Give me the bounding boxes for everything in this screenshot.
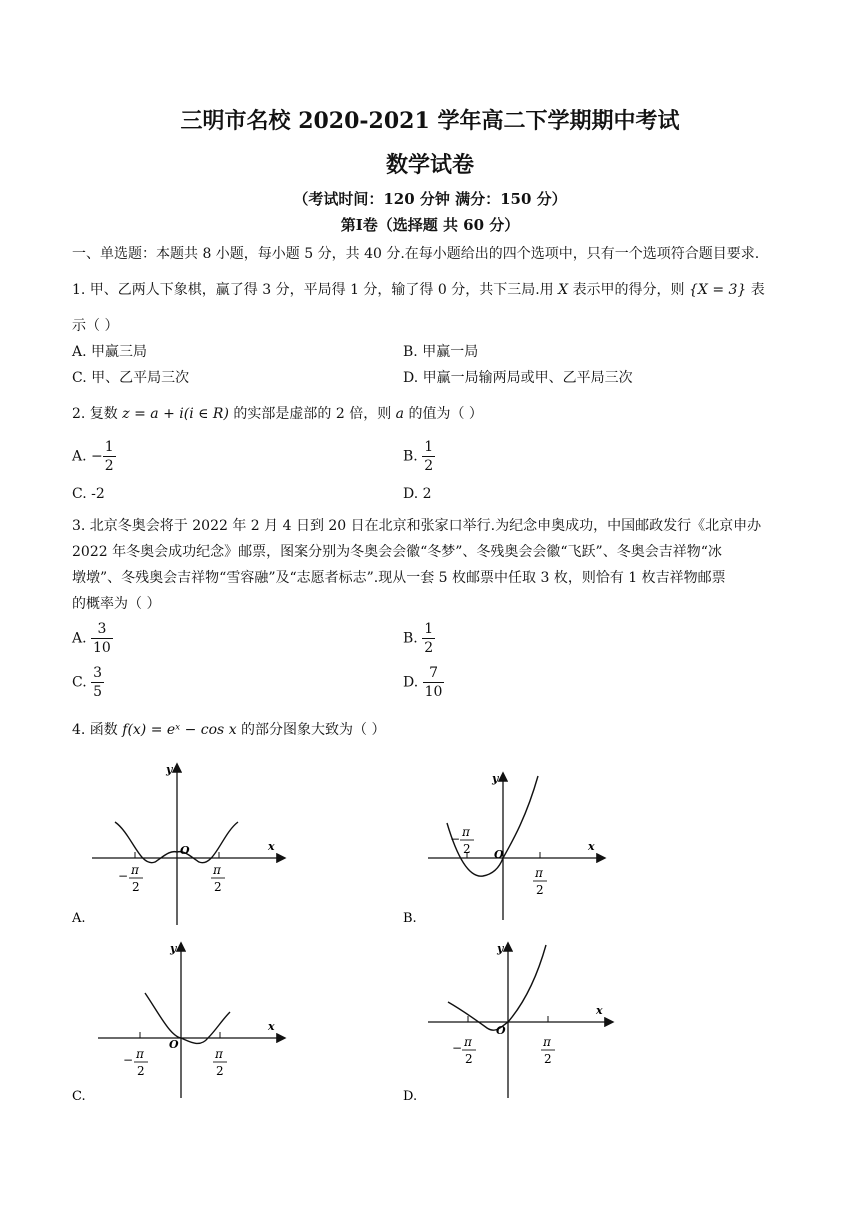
q2-option-d: D. 2 <box>403 486 432 502</box>
y-label: y <box>492 772 499 785</box>
denominator: 2 <box>424 640 434 656</box>
curve <box>448 945 546 1030</box>
denominator: 2 <box>104 458 114 474</box>
q1-text-pre: 1. 甲、乙两人下象棋，赢了得 3 分，平局得 1 分，输了得 0 分，共下三局.用 <box>72 282 554 298</box>
q1-option-c: C. 甲、乙平局三次 <box>72 370 190 386</box>
neg-sign: − <box>452 1041 463 1055</box>
q3-line-1: 3. 北京冬奥会将于 2022 年 2 月 4 日到 20 日在北京和张家口举行.为纪念申奥成功，中国邮政发行《北京申办 <box>72 518 762 534</box>
curve <box>145 993 230 1043</box>
exam-title: 三明市名校 2020-2021 学年高二下学期期中考试 <box>180 108 680 134</box>
pi-label: π <box>464 1035 472 1049</box>
q2-expression: z = a + i(i ∈ R) <box>122 406 229 422</box>
option-label: C. <box>72 674 87 691</box>
two-label: 2 <box>536 883 544 897</box>
denominator: 10 <box>424 684 443 700</box>
minus-sign: − <box>91 448 103 465</box>
x-label: x <box>268 1020 275 1033</box>
graph-d <box>403 942 612 1104</box>
graph-b <box>403 772 604 926</box>
q1-text-mid: 表示甲的得分，则 <box>572 282 685 298</box>
pi-label: π <box>131 863 139 877</box>
graph-c <box>72 942 284 1104</box>
two-label: 2 <box>137 1064 145 1078</box>
q1-variable: X <box>558 282 569 298</box>
origin-label: O <box>496 1024 506 1037</box>
q1-option-b: B. 甲赢一局 <box>403 344 479 360</box>
numerator: 1 <box>424 439 434 455</box>
q1-event: {X = 3} <box>689 282 747 298</box>
neg-sign: − <box>450 832 461 846</box>
q4-text-post: 的部分图象大致为（ ） <box>241 722 386 738</box>
q4-text-pre: 4. 函数 <box>72 722 118 738</box>
curve <box>447 776 538 876</box>
y-label: y <box>166 763 173 776</box>
numerator: 7 <box>423 664 445 683</box>
q3-line-2: 2022 年冬奥会成功纪念》邮票，图案分别为冬奥会会徽“冬梦”、冬残奥会会徽“飞跃”、冬奥会吉祥物“冰 <box>72 544 722 560</box>
q2-variable: a <box>395 406 405 422</box>
pi-label: π <box>535 866 543 880</box>
x-label: x <box>588 840 595 853</box>
q1-option-d: D. 甲赢一局输两局或甲、乙平局三次 <box>403 370 633 386</box>
exam-subtitle: 数学试卷 <box>385 152 474 178</box>
option-label: B. <box>403 448 418 465</box>
y-label: y <box>497 942 504 955</box>
numerator: 1 <box>104 439 114 455</box>
two-label: 2 <box>216 1064 224 1078</box>
question-1-line-2: 示（ ） <box>72 318 119 334</box>
graph-label: A. <box>72 911 86 926</box>
numerator: 3 <box>93 665 103 681</box>
two-label: 2 <box>463 842 471 856</box>
x-label: x <box>268 840 275 853</box>
x-label: x <box>596 1004 603 1017</box>
origin-label: O <box>494 848 504 861</box>
two-label: 2 <box>214 880 222 894</box>
denominator: 2 <box>424 458 434 474</box>
q2-text-post: 的值为（ ） <box>408 406 483 422</box>
q1-text-post: 表 <box>750 282 765 298</box>
pi-label: π <box>462 825 470 839</box>
q4-expression: f(x) = eˣ − cos x <box>122 722 237 738</box>
denominator: 5 <box>93 684 103 700</box>
section-heading: 第Ⅰ卷（选择题 共 60 分） <box>340 216 520 234</box>
option-label: A. <box>72 630 87 647</box>
origin-label: O <box>169 1038 179 1051</box>
pi-label: π <box>213 863 221 877</box>
numerator: 3 <box>91 620 113 639</box>
option-label: A. <box>72 448 87 465</box>
pi-label: π <box>543 1035 551 1049</box>
two-label: 2 <box>465 1052 473 1066</box>
graph-a <box>71 763 284 926</box>
pi-label: π <box>215 1047 223 1061</box>
two-label: 2 <box>544 1052 552 1066</box>
q1-option-a: A. 甲赢三局 <box>72 344 148 360</box>
neg-sign: − <box>123 1053 134 1067</box>
origin-label: O <box>180 844 190 857</box>
graph-label: B. <box>403 911 417 926</box>
exam-info: （考试时间：120 分钟 满分：150 分） <box>293 190 567 208</box>
q3-line-4: 的概率为（ ） <box>72 596 161 612</box>
neg-sign: − <box>118 869 129 883</box>
graph-label: D. <box>403 1089 418 1104</box>
two-label: 2 <box>132 880 140 894</box>
option-label: D. <box>403 674 419 691</box>
q2-option-c: C. -2 <box>72 486 105 502</box>
q2-text-pre: 2. 复数 <box>72 406 118 422</box>
instructions: 一、单选题：本题共 8 小题，每小题 5 分，共 40 分.在每小题给出的四个选项中，只有一个选项符合题目要求. <box>72 246 760 262</box>
q3-line-3: 墩墩”、冬残奥会吉祥物“雪容融”及“志愿者标志”.现从一套 5 枚邮票中任取 3 枚，则恰有 1 枚吉祥物邮票 <box>72 570 726 586</box>
denominator: 10 <box>93 640 111 656</box>
option-label: B. <box>403 630 418 647</box>
numerator: 1 <box>424 621 434 637</box>
graph-label: C. <box>72 1089 86 1104</box>
pi-label: π <box>136 1047 144 1061</box>
q2-text-mid: 的实部是虚部的 2 倍，则 <box>233 406 392 422</box>
y-label: y <box>170 942 177 955</box>
